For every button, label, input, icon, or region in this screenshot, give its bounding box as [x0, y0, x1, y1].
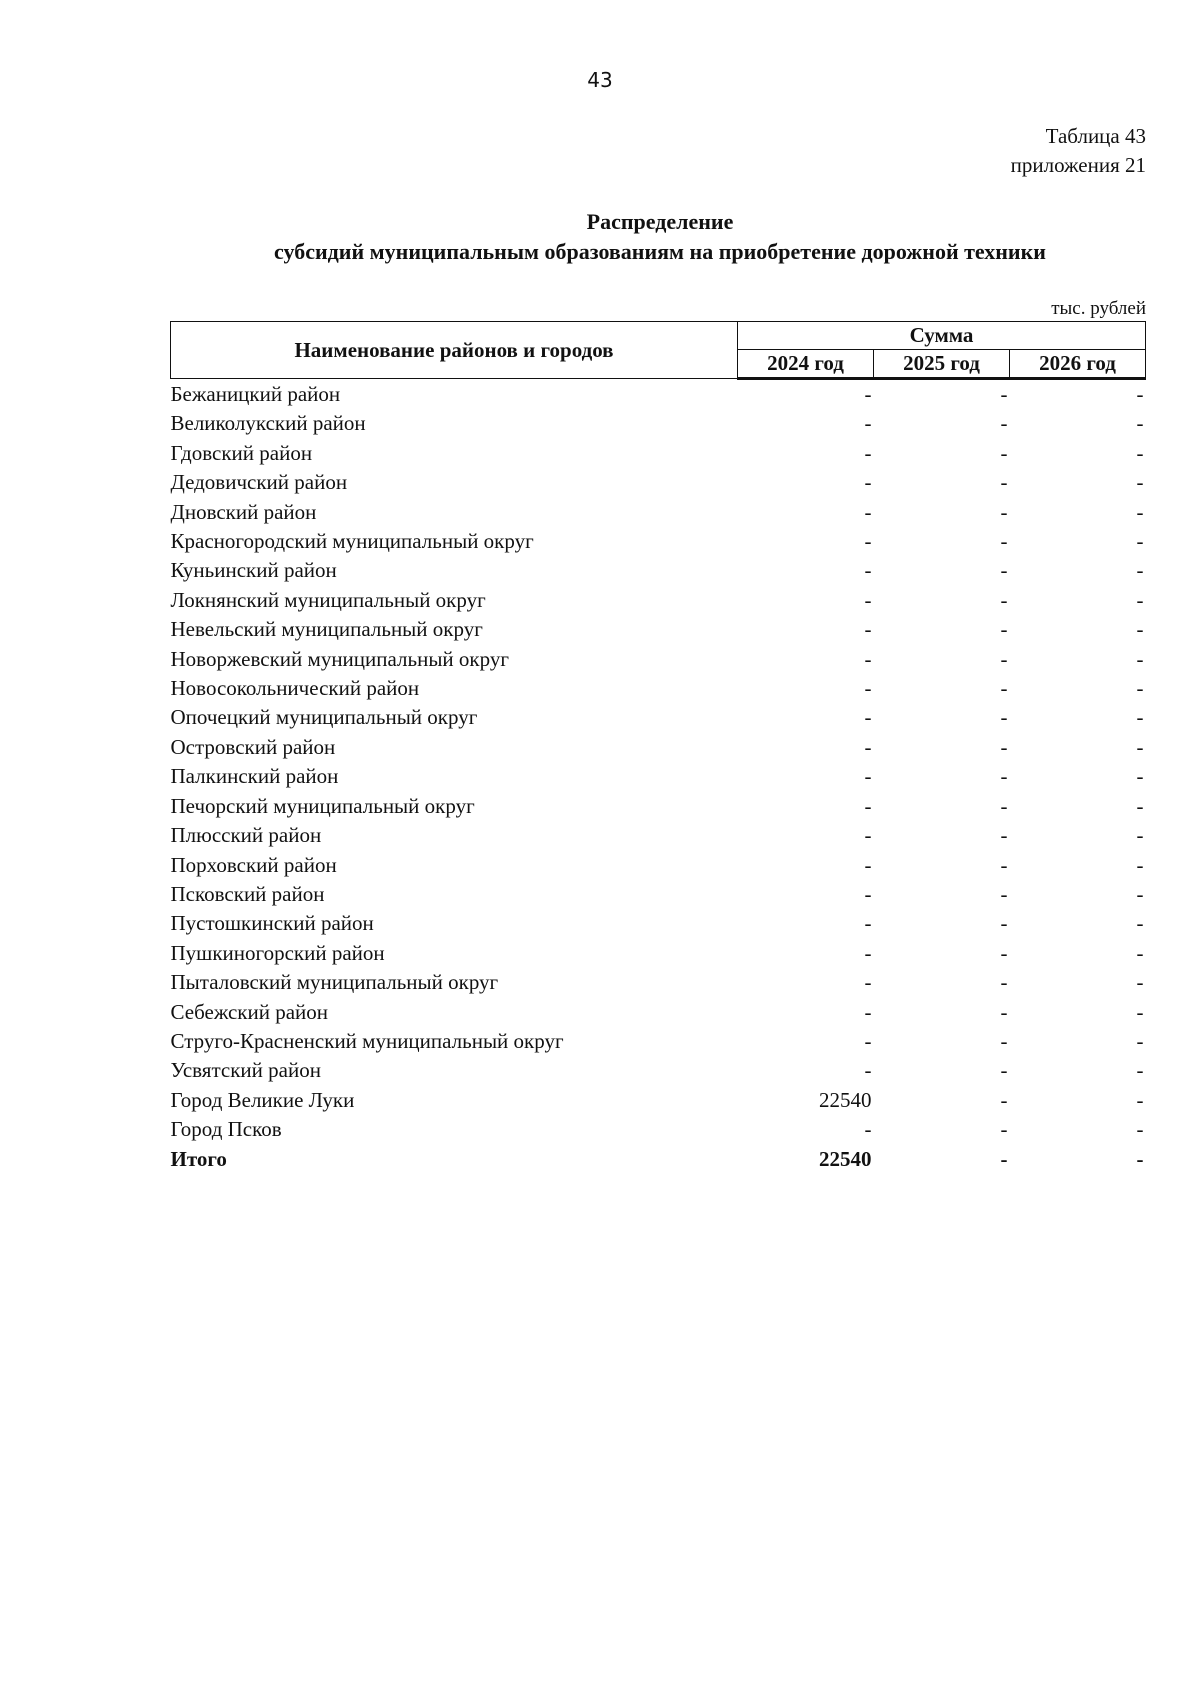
row-name: Пушкиногорский район — [170, 940, 385, 965]
row-value-2025: - — [1000, 1087, 1008, 1112]
row-value-2025: - — [1000, 1028, 1008, 1053]
row-value-2024: - — [864, 911, 872, 936]
row-value-2024: 22540 — [819, 1087, 872, 1112]
row-value-2026: - — [1136, 764, 1144, 789]
row-value-2024: - — [864, 764, 872, 789]
row-value-2026: - — [1136, 705, 1144, 730]
table-row — [171, 379, 1146, 410]
title-line-2: субсидий муниципальным образованиям на приобретение дорожной техники — [274, 239, 1046, 264]
row-name: Пустошкинский район — [170, 911, 374, 936]
table-reference — [1011, 122, 1146, 180]
row-value-2026: - — [1136, 382, 1144, 406]
total-2025: - — [1000, 1146, 1008, 1171]
table-row — [171, 1115, 1146, 1144]
row-value-2024: - — [864, 499, 872, 524]
row-value-2026: - — [1136, 1087, 1144, 1112]
row-value-2025: - — [1000, 911, 1008, 936]
table-row — [171, 674, 1146, 703]
row-value-2024: - — [864, 734, 872, 759]
row-value-2024: - — [864, 440, 872, 465]
row-value-2024: - — [864, 970, 872, 995]
row-name: Плюсский район — [170, 823, 322, 848]
header-name: Наименование районов и городов — [171, 322, 738, 379]
table-row — [171, 615, 1146, 644]
table-row — [171, 409, 1146, 438]
table-row — [171, 556, 1146, 585]
row-value-2026: - — [1136, 1028, 1144, 1053]
row-value-2025: - — [1000, 676, 1008, 701]
row-name: Струго-Красненский муниципальный округ — [170, 1028, 564, 1053]
table-row — [171, 909, 1146, 938]
row-name: Великолукский район — [170, 411, 366, 436]
row-value-2026: - — [1136, 823, 1144, 848]
row-value-2025: - — [1000, 764, 1008, 789]
row-name: Невельский муниципальный округ — [170, 617, 483, 642]
total-2024: 22540 — [819, 1146, 872, 1171]
table-body — [171, 379, 1146, 1174]
row-value-2025: - — [1000, 852, 1008, 877]
row-value-2025: - — [1000, 940, 1008, 965]
row-name: Город Псков — [170, 1117, 282, 1142]
header-sum: Сумма — [738, 322, 1146, 350]
row-value-2025: - — [1000, 382, 1008, 406]
row-value-2026: - — [1136, 676, 1144, 701]
row-value-2026: - — [1136, 940, 1144, 965]
page-number: 43 — [587, 68, 613, 92]
row-value-2024: - — [864, 587, 872, 612]
row-value-2026: - — [1136, 499, 1144, 524]
row-value-2025: - — [1000, 646, 1008, 671]
row-value-2024: - — [864, 411, 872, 436]
row-value-2026: - — [1136, 1058, 1144, 1083]
table-row — [171, 792, 1146, 821]
table-row — [171, 586, 1146, 615]
row-value-2024: - — [864, 705, 872, 730]
subsidy-table — [170, 321, 1146, 1174]
row-value-2025: - — [1000, 587, 1008, 612]
table-row — [171, 998, 1146, 1027]
header-year-2025: 2025 год — [874, 350, 1010, 379]
row-value-2026: - — [1136, 852, 1144, 877]
document-title — [0, 207, 1200, 267]
row-value-2024: - — [864, 646, 872, 671]
row-value-2025: - — [1000, 793, 1008, 818]
row-value-2026: - — [1136, 970, 1144, 995]
row-value-2024: - — [864, 823, 872, 848]
row-name: Бежаницкий район — [170, 381, 341, 406]
total-label: Итого — [170, 1146, 227, 1171]
row-value-2025: - — [1000, 440, 1008, 465]
row-value-2024: - — [864, 617, 872, 642]
row-value-2026: - — [1136, 1117, 1144, 1142]
row-name: Палкинский район — [170, 764, 339, 789]
row-value-2024: - — [864, 382, 872, 406]
table-row — [171, 851, 1146, 880]
row-value-2024: - — [864, 558, 872, 583]
row-value-2025: - — [1000, 529, 1008, 554]
row-name: Новоржевский муниципальный округ — [170, 646, 509, 671]
table-row — [171, 439, 1146, 468]
row-value-2024: - — [864, 999, 872, 1024]
row-name: Дедовичский район — [170, 470, 348, 495]
table-row — [171, 645, 1146, 674]
row-value-2025: - — [1000, 558, 1008, 583]
row-value-2024: - — [864, 881, 872, 906]
row-value-2024: - — [864, 1117, 872, 1142]
row-value-2025: - — [1000, 1117, 1008, 1142]
row-value-2026: - — [1136, 529, 1144, 554]
row-value-2025: - — [1000, 499, 1008, 524]
row-name: Дновский район — [170, 499, 317, 524]
row-value-2025: - — [1000, 734, 1008, 759]
row-value-2024: - — [864, 793, 872, 818]
row-name: Порховский район — [170, 852, 337, 877]
row-value-2026: - — [1136, 881, 1144, 906]
header-year-2024: 2024 год — [738, 350, 874, 379]
table-ref-number: Таблица 43 — [1045, 124, 1146, 148]
row-name: Куньинский район — [170, 558, 337, 583]
row-value-2026: - — [1136, 587, 1144, 612]
row-name: Печорский муниципальный округ — [170, 793, 475, 818]
row-value-2026: - — [1136, 558, 1144, 583]
row-name: Новосокольнический район — [170, 676, 420, 701]
row-value-2026: - — [1136, 734, 1144, 759]
table-row — [171, 703, 1146, 732]
row-value-2025: - — [1000, 470, 1008, 495]
row-value-2024: - — [864, 852, 872, 877]
row-value-2026: - — [1136, 470, 1144, 495]
row-value-2024: - — [864, 529, 872, 554]
row-value-2024: - — [864, 470, 872, 495]
row-name: Островский район — [170, 734, 336, 759]
row-value-2025: - — [1000, 823, 1008, 848]
header-year-2026: 2026 год — [1010, 350, 1146, 379]
table-row — [171, 968, 1146, 997]
row-name: Себежский район — [170, 999, 328, 1024]
row-name: Пыталовский муниципальный округ — [170, 970, 499, 995]
row-value-2024: - — [864, 1028, 872, 1053]
table-row — [171, 498, 1146, 527]
row-value-2026: - — [1136, 646, 1144, 671]
table-ref-appendix: приложения 21 — [1010, 153, 1146, 177]
table-row — [171, 1027, 1146, 1056]
unit-label: тыс. рублей — [1051, 298, 1146, 319]
title-line-1: Распределение — [586, 209, 734, 234]
row-name: Псковский район — [170, 881, 325, 906]
row-value-2026: - — [1136, 440, 1144, 465]
table-row — [171, 1056, 1146, 1085]
table-row — [171, 527, 1146, 556]
table-row — [171, 762, 1146, 791]
total-2026: - — [1136, 1146, 1144, 1171]
table-row — [171, 468, 1146, 497]
row-value-2025: - — [1000, 705, 1008, 730]
row-name: Опочецкий муниципальный округ — [170, 705, 478, 730]
row-value-2025: - — [1000, 411, 1008, 436]
row-value-2026: - — [1136, 411, 1144, 436]
row-value-2025: - — [1000, 1058, 1008, 1083]
row-value-2026: - — [1136, 617, 1144, 642]
table-row — [171, 733, 1146, 762]
row-value-2024: - — [864, 1058, 872, 1083]
row-value-2024: - — [864, 940, 872, 965]
table-row — [171, 1086, 1146, 1115]
row-name: Локнянский муниципальный округ — [170, 587, 486, 612]
row-name: Усвятский район — [170, 1058, 321, 1083]
row-value-2024: - — [864, 676, 872, 701]
row-name: Гдовский район — [170, 440, 313, 465]
row-name: Город Великие Луки — [170, 1087, 355, 1112]
table-row — [171, 939, 1146, 968]
row-value-2025: - — [1000, 617, 1008, 642]
row-value-2025: - — [1000, 970, 1008, 995]
row-value-2025: - — [1000, 881, 1008, 906]
table-row — [171, 821, 1146, 850]
row-value-2025: - — [1000, 999, 1008, 1024]
row-value-2026: - — [1136, 999, 1144, 1024]
row-value-2026: - — [1136, 793, 1144, 818]
table-row — [171, 880, 1146, 909]
total-row — [171, 1145, 1146, 1174]
row-name: Красногородский муниципальный округ — [170, 529, 534, 554]
row-value-2026: - — [1136, 911, 1144, 936]
